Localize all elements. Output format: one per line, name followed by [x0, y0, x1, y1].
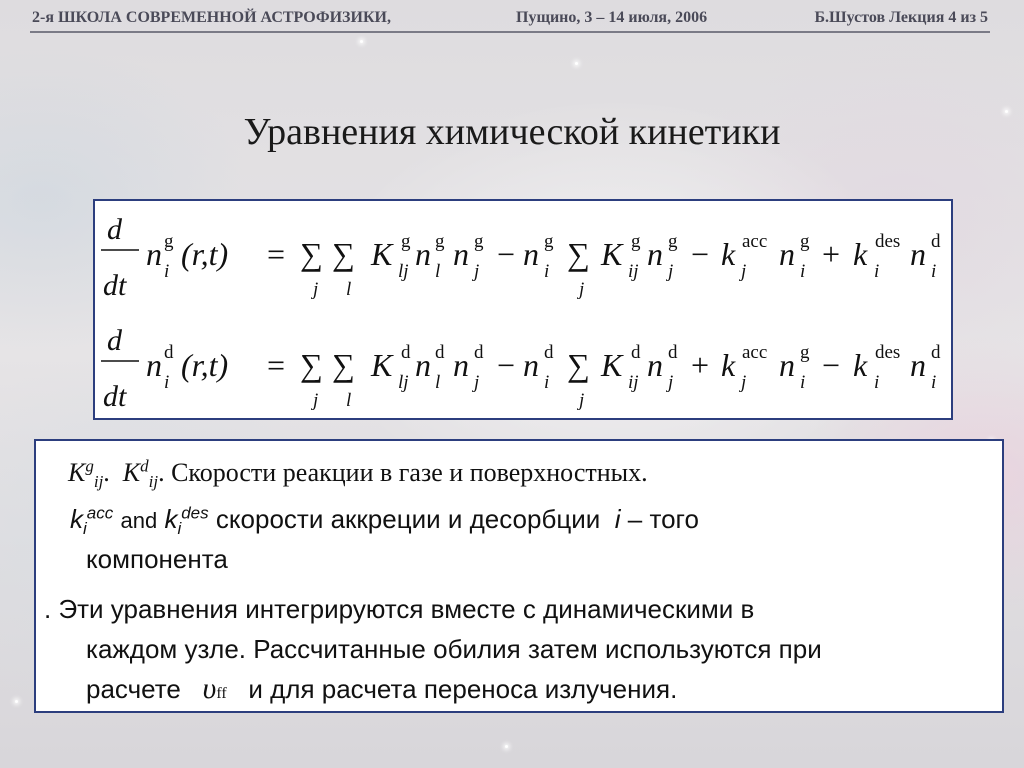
eq2-minus2: −: [822, 347, 841, 383]
eq1-sum3: ∑: [567, 236, 590, 272]
rate-K-dust-sup: d: [140, 456, 149, 476]
eq2-args: (r,t): [181, 347, 229, 383]
eq2-n7: n: [910, 347, 926, 383]
k-acc: k: [70, 504, 83, 534]
eq1-n6: n: [779, 236, 795, 272]
header-place-date: Пущино, 3 – 14 июля, 2006: [516, 9, 708, 26]
eq2-n2-sub: l: [435, 372, 441, 393]
eq2-minus1: −: [497, 347, 516, 383]
eq2-n5: n: [647, 347, 663, 383]
eq2-k2-sub: i: [874, 372, 880, 393]
eq2-k1-sup: acc: [742, 342, 768, 363]
notes-line-component: компонента: [86, 544, 228, 574]
header-author-lecture: Б.Шустов Лекция 4 из 5: [814, 9, 988, 26]
eq1-k1-sub: j: [741, 261, 747, 282]
eq2-K-sub: lj: [398, 372, 409, 393]
eq1-n5-sup: g: [668, 231, 678, 252]
k-des-sub: i: [177, 519, 182, 539]
eq2-n3-sup: d: [474, 342, 484, 363]
eq1-n5: n: [647, 236, 663, 272]
eq2-n6-sup: g: [800, 342, 810, 363]
notes-line-abundances: каждом узле. Рассчитанные обилия затем используются при: [86, 634, 822, 664]
background-star: [15, 700, 18, 703]
eq1-n3-sub: j: [474, 261, 480, 282]
k-acc-sup: acc: [86, 503, 114, 523]
eq2-K2-sup: d: [631, 342, 641, 363]
and-word: and: [120, 508, 158, 533]
eq1-minus1: −: [497, 236, 516, 272]
rate-K-dust-sub: ij: [148, 472, 159, 492]
eq2-K-sup: d: [401, 342, 411, 363]
slide-header: [30, 9, 990, 33]
eq1-n-sup: g: [164, 231, 174, 252]
eq1-sum1-idx: j: [313, 279, 319, 300]
radiation-text-a: расчете: [86, 674, 181, 704]
k-des-sup: des: [181, 503, 209, 523]
rate-K-gas: K: [68, 458, 86, 487]
eq2-n4-sub: i: [544, 372, 550, 393]
acc-des-text: скорости аккреции и десорбции: [215, 504, 601, 534]
eq1-n7-sub: i: [931, 261, 937, 282]
notes-line-rates: [68, 453, 648, 493]
eq2-n7-sup: d: [931, 342, 941, 363]
notes-box: [34, 439, 1004, 713]
rate-K-gas-sub: ij: [93, 472, 104, 492]
eq2-dt: dt: [103, 380, 127, 413]
eq2-n2-sup: d: [435, 342, 445, 363]
equation-gas: [101, 213, 941, 302]
eq2-n6: n: [779, 347, 795, 383]
eq1-n4-sub: i: [544, 261, 550, 282]
eq1-n3: n: [453, 236, 469, 272]
eq2-d: d: [107, 324, 122, 357]
background-star: [575, 62, 578, 65]
notes-line-acc-des: [70, 499, 699, 541]
eq2-k1-sub: j: [741, 372, 747, 393]
eq1-n5-sub: j: [668, 261, 674, 282]
eq1-n-sub: i: [164, 261, 170, 282]
eq2-sum1: ∑: [300, 347, 323, 383]
k-des: k: [164, 504, 178, 534]
eq2-k1: k: [721, 347, 736, 383]
nu-symbol: υ: [202, 672, 217, 705]
slide-title: Уравнения химической кинетики: [243, 111, 781, 153]
eq1-sum1: ∑: [300, 236, 323, 272]
eq2-n2: n: [415, 347, 431, 383]
eq1-n2-sup: g: [435, 231, 445, 252]
eq2-n6-sub: i: [800, 372, 806, 393]
eq1-minus2: −: [691, 236, 710, 272]
radiation-text-b: и для расчета переноса излучения.: [248, 674, 678, 704]
rate-description: . Скорости реакции в газе и поверхностных.: [158, 458, 648, 487]
eq2-k2-sup: des: [875, 342, 901, 363]
nu-sub: ff: [216, 685, 227, 702]
eq2-n5-sup: d: [668, 342, 678, 363]
component-index: i: [614, 504, 621, 534]
rate-separator: .: [103, 458, 110, 487]
background-star: [360, 40, 363, 43]
eq2-sum1-idx: j: [313, 390, 319, 411]
header-school: 2-я ШКОЛА СОВРЕМЕННОЙ АСТРОФИЗИКИ,: [32, 9, 391, 26]
eq1-sum3-idx: j: [579, 279, 585, 300]
eq1-n7-sup: d: [931, 231, 941, 252]
eq2-n-sup: d: [164, 342, 174, 363]
notes-line-radiation: [86, 669, 677, 714]
eq2-sum3: ∑: [567, 347, 590, 383]
eq2-n4-sup: d: [544, 342, 554, 363]
eq2-n4: n: [523, 347, 539, 383]
eq1-n2-sub: l: [435, 261, 441, 282]
eq1-n7: n: [910, 236, 926, 272]
eq1-n4: n: [523, 236, 539, 272]
eq1-d: d: [107, 213, 122, 246]
eq1-K2-sup: g: [631, 231, 641, 252]
eq1-n6-sub: i: [800, 261, 806, 282]
eq2-sum2: ∑: [332, 347, 355, 383]
eq2-n-sub: i: [164, 372, 170, 393]
eq1-n4-sup: g: [544, 231, 554, 252]
eq2-n: n: [146, 347, 162, 383]
eq1-n: n: [146, 236, 162, 272]
eq1-K2-sub: ij: [628, 261, 639, 282]
eq2-sum3-idx: j: [579, 390, 585, 411]
eq1-k2-sub: i: [874, 261, 880, 282]
eq1-K-sub: lj: [398, 261, 409, 282]
eq1-K-sup: g: [401, 231, 411, 252]
notes-line-integration: . Эти уравнения интегрируются вместе с динамическими в: [44, 594, 755, 624]
eq1-n2: n: [415, 236, 431, 272]
equation-dust: [101, 324, 941, 413]
eq1-dt: dt: [103, 269, 127, 302]
eq1-args: (r,t): [181, 236, 229, 272]
eq1-n3-sup: g: [474, 231, 484, 252]
eq2-K: K: [371, 347, 393, 383]
eq2-n3-sub: j: [474, 372, 480, 393]
eq2-n7-sub: i: [931, 372, 937, 393]
eq1-k2-sup: des: [875, 231, 901, 252]
eq2-sum2-idx: l: [346, 390, 352, 411]
k-acc-sub: i: [83, 519, 87, 539]
eq1-plus: +: [822, 236, 841, 272]
eq1-sum2-idx: l: [346, 279, 352, 300]
eq2-K2: K: [601, 347, 623, 383]
eq1-k1-sup: acc: [742, 231, 768, 252]
equations-svg: [95, 201, 951, 418]
eq2-k2: k: [853, 347, 868, 383]
eq2-n3: n: [453, 347, 469, 383]
eq1-equals: =: [267, 236, 286, 272]
eq2-plus: +: [691, 347, 710, 383]
eq2-equals: =: [267, 347, 286, 383]
eq1-sum2: ∑: [332, 236, 355, 272]
eq1-k2: k: [853, 236, 868, 272]
eq1-n6-sup: g: [800, 231, 810, 252]
eq1-K2: K: [601, 236, 623, 272]
eq1-K: K: [371, 236, 393, 272]
eq2-n5-sub: j: [668, 372, 674, 393]
eq2-K2-sub: ij: [628, 372, 639, 393]
rate-K-gas-sup: g: [85, 456, 94, 476]
equations-box: [93, 199, 953, 420]
rate-K-dust: K: [122, 458, 141, 487]
acc-des-text-end: – того: [627, 504, 699, 534]
eq1-k1: k: [721, 236, 736, 272]
background-star: [505, 745, 508, 748]
